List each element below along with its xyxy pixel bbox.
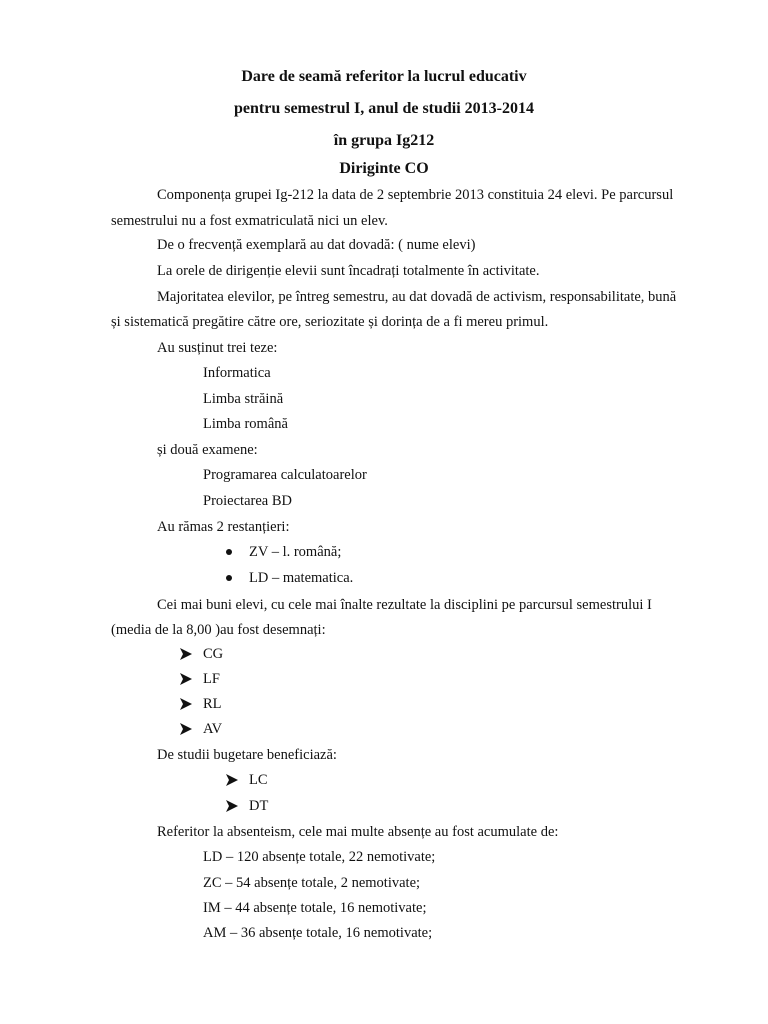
exam-item: Programarea calculatoarelor [203, 467, 367, 483]
arrow-bullet-icon [180, 673, 192, 685]
bullet-dot-icon [226, 575, 232, 581]
paragraph-absenteeism-intro: Referitor la absenteism, cele mai multe absențe au fost acumulate de: [157, 824, 559, 840]
report-title-line-2: pentru semestrul I, anul de studii 2013-2014 [233, 100, 535, 117]
paragraph-theses-intro: Au susținut trei teze: [157, 340, 278, 356]
paragraph-best-students-line-1: Cei mai buni elevi, cu cele mai înalte rezultate la disciplini pe parcursul semestrului I [157, 597, 652, 613]
budget-student-item: DT [249, 798, 269, 814]
paragraph-best-students-line-2: (media de la 8,00 )au fost desemnați: [111, 622, 326, 638]
paragraph-homeroom: La orele de dirigenție elevii sunt încadrați totalmente în activitate. [157, 263, 540, 279]
arrow-bullet-icon [226, 800, 238, 812]
best-student-item: LF [203, 671, 220, 687]
arrow-bullet-icon [180, 698, 192, 710]
debtor-item: ZV – l. română; [249, 544, 342, 560]
bullet-dot-icon [226, 549, 232, 555]
thesis-item: Informatica [203, 365, 271, 381]
report-title-line-3: în grupa Ig212 [333, 132, 435, 149]
paragraph-budget-intro: De studii bugetare beneficiază: [157, 747, 337, 763]
report-title-line-1: Dare de seamă referitor la lucrul educativ [241, 68, 527, 85]
exam-item: Proiectarea BD [203, 493, 292, 509]
absence-item: IM – 44 absențe totale, 16 nemotivate; [203, 900, 427, 916]
budget-student-item: LC [249, 772, 268, 788]
paragraph-exams-intro: și două examene: [157, 442, 258, 458]
paragraph-composition-line-2: semestrului nu a fost exmatriculată nici un elev. [111, 213, 388, 229]
thesis-item: Limba străină [203, 391, 284, 407]
paragraph-composition-line-1: Componența grupei Ig-212 la data de 2 septembrie 2013 constituia 24 elevi. Pe parcursul [157, 187, 674, 203]
arrow-bullet-icon [180, 648, 192, 660]
paragraph-activism-line-1: Majoritatea elevilor, pe întreg semestru, au dat dovadă de activism, responsabilitate, bună [157, 289, 677, 305]
absence-item: AM – 36 absențe totale, 16 nemotivate; [203, 925, 433, 941]
paragraph-debtors-intro: Au rămas 2 restanțieri: [157, 519, 290, 535]
best-student-item: CG [203, 646, 224, 662]
arrow-bullet-icon [180, 723, 192, 735]
best-student-item: AV [203, 721, 223, 737]
paragraph-attendance: De o frecvență exemplară au dat dovadă: ( nume elevi) [157, 237, 476, 253]
thesis-item: Limba română [203, 416, 288, 432]
report-title-line-4: Diriginte CO [339, 160, 429, 177]
absence-item: ZC – 54 absențe totale, 2 nemotivate; [203, 875, 421, 891]
debtor-item: LD – matematica. [249, 570, 354, 586]
best-student-item: RL [203, 696, 222, 712]
arrow-bullet-icon [226, 774, 238, 786]
absence-item: LD – 120 absențe totale, 22 nemotivate; [203, 849, 436, 865]
paragraph-activism-line-2: și sistematică pregătire către ore, seriozitate și dorința de a fi mereu primul. [111, 314, 549, 330]
